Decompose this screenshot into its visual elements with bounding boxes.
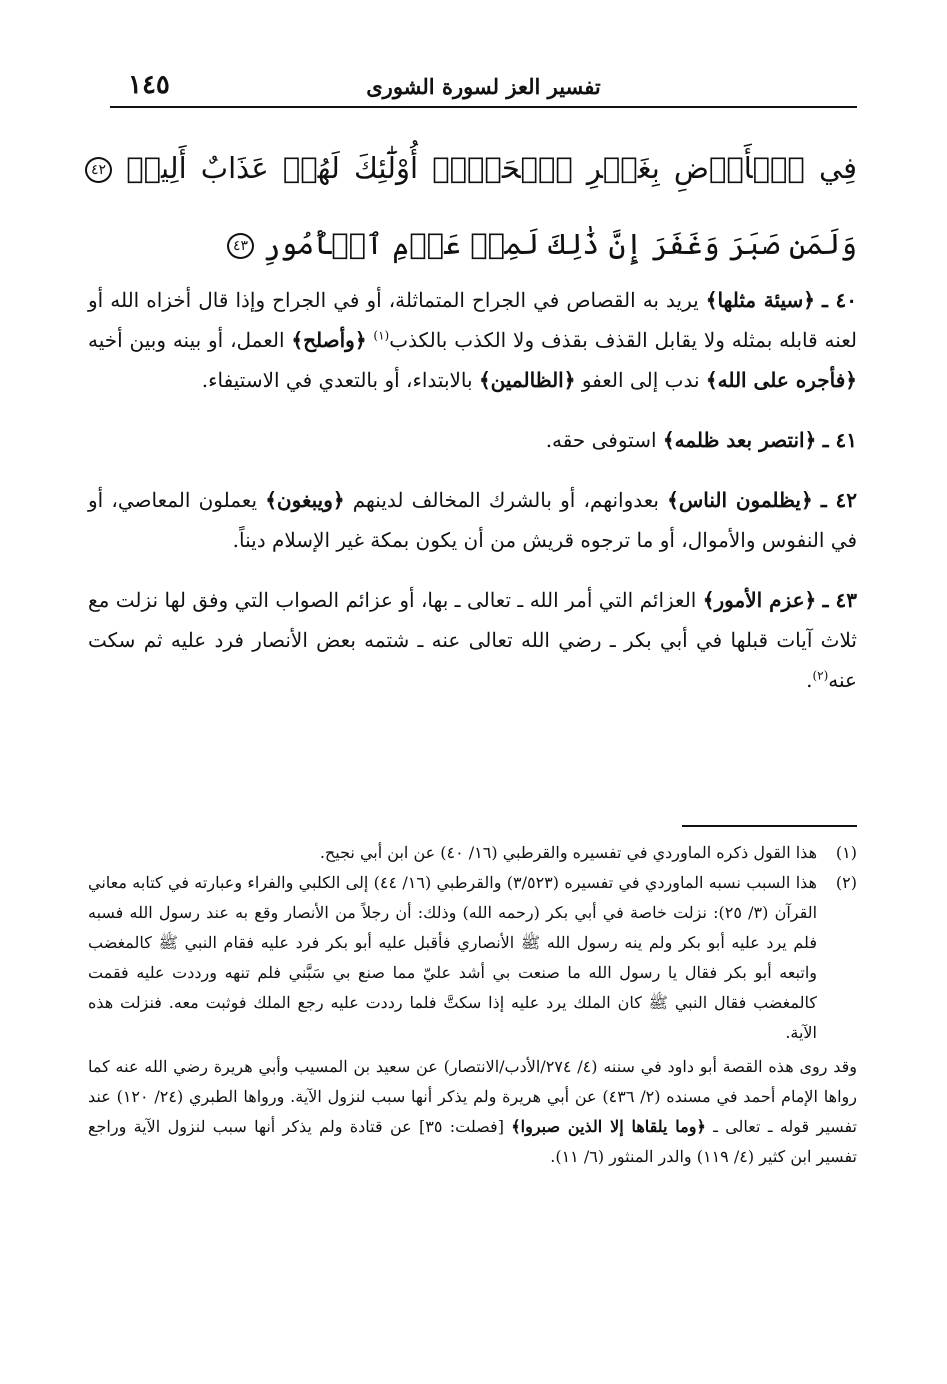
quoted-term: ﴿ويبغون﴾: [265, 488, 345, 512]
quran-verses: [85, 130, 857, 282]
footnote-2-continued: [88, 1052, 857, 1172]
quoted-term: ﴿فأجره على الله﴾: [705, 368, 857, 392]
quoted-term: ﴿الظالمين﴾: [478, 368, 576, 392]
commentary-paragraph-43: [88, 580, 857, 700]
verse-text: فِي ٱلۡأَرۡضِ بِغَيۡرِ ٱلۡحَقِّۚ أُوْلَٰٓئِكَ لَهُمۡ عَذَابٌ أَلِيمٞ: [126, 151, 858, 185]
ayah-number-mark: ٤٢: [85, 157, 112, 183]
footnote-1: [88, 838, 857, 868]
commentary-text: بالابتداء، أو بالتعدي في الاستيفاء.: [201, 368, 473, 392]
verse-number: ٤٠ ـ: [822, 288, 858, 312]
commentary-paragraph-40: [88, 280, 857, 400]
commentary-text: استوفى حقه.: [545, 428, 657, 452]
commentary: [88, 280, 857, 720]
footnote-text: هذا القول ذكره الماوردي في تفسيره والقرطبي (١٦/ ٤٠) عن ابن أبي نجيح.: [319, 843, 817, 862]
footnote-number: (١): [835, 843, 857, 862]
commentary-paragraph-41: [88, 420, 857, 460]
footnote-number: (٢): [835, 873, 857, 892]
verse-number: ٤٣ ـ: [822, 588, 858, 612]
footnote-2: [88, 868, 857, 1048]
commentary-text: يعملون المعاصي، أو في النفوس والأموال، أو ما ترجوه قريش من أن يكون بمكة غير الإسلام ديناً.: [88, 488, 857, 552]
verse-text: وَلَمَن صَبَرَ وَغَفَرَ إِنَّ ذَٰلِكَ لَمِنۡ عَزۡمِ ٱلۡأُمُورِ: [263, 227, 857, 261]
quoted-term: ﴿سيئة مثلها﴾: [705, 288, 816, 312]
commentary-text: العمل، أو بينه وبين أخيه: [88, 328, 285, 352]
commentary-text: العزائم التي أمر الله ـ تعالى ـ بها، أو عزائم الصواب التي وفق لها نزلت مع ثلاث آيات قبلها في أبي بكر ـ رضي الله تعالى عنه ـ شتمه بعض الأنصار فرد عليه ثم سكت عنه: [88, 588, 857, 692]
page-number: ١٤٥: [128, 70, 170, 100]
quoted-verse: ﴿وما يلقاها إلا الذين صبروا﴾: [511, 1117, 706, 1136]
footnote-text: وقد روى هذه القصة أبو داود في سننه (٤/ ٢٧٤/الأدب/الانتصار) عن سعيد بن المسيب وأبي هريرة رضي الله عنه كما رواها الإمام أحمد في مسنده (٢/ ٤٣٦) عن أبي هريرة ولم يذكر أنها سبب لنزول الآية. ورواها الطبري (٢٤/ ١٢٠) عند تفسير قوله ـ تعالى ـ: [88, 1057, 858, 1136]
commentary-text: ندب إلى العفو: [581, 368, 700, 392]
verse-number: ٤١ ـ: [822, 428, 857, 452]
verse-number: ٤٢ ـ: [820, 488, 858, 512]
quoted-term: ﴿وأصلح﴾: [291, 328, 367, 352]
footnote-text: [فصلت: ٣٥] عن قتادة ولم يذكر أنها سبب لنزول الآية وراجع تفسير ابن كثير (٤/ ١١٩) والدر المنثور (٦/ ١١).: [88, 1117, 857, 1166]
commentary-paragraph-42: [88, 480, 857, 560]
footnotes: [88, 838, 857, 1172]
ayah-number-mark: ٤٣: [227, 233, 254, 259]
page-header: [110, 66, 857, 108]
running-title: تفسير العز لسورة الشورى: [366, 74, 601, 99]
footnote-ref: (٢): [812, 668, 829, 683]
commentary-text: .: [806, 668, 813, 692]
quoted-term: ﴿عزم الأمور﴾: [702, 588, 817, 612]
commentary-text: بعدوانهم، أو بالشرك المخالف لدينهم: [352, 488, 659, 512]
commentary-text: يريد به القصاص في الجراح المتماثلة، أو في الجراح وإذا قال أخزاه الله أو لعنه قابله بمثله ولا يقابل القذف بقذف ولا الكذب بالكذب: [88, 288, 858, 352]
quoted-term: ﴿يظلمون الناس﴾: [667, 488, 813, 512]
footnote-divider: [682, 825, 857, 827]
footnote-text: هذا السبب نسبه الماوردي في تفسيره (٣/٥٢٣) والقرطبي (١٦/ ٤٤) إلى الكلبي والفراء وعبارته في كتابه معاني القرآن (٣/ ٢٥): نزلت خاصة في أبي بكر (رحمه الله) وذلك: أن رجلاً من الأنصار وقع به عند رسول الله فسبه فلم يرد عليه أبو بكر ولم ينه رسول الله ﷺ الأنصاري فأقبل عليه أبو بكر فرد عليه فقام النبي ﷺ كالمغضب واتبعه أبو بكر فقال يا رسول الله ما صنعت بي أشد عليّ مما صنع بي سَبَّني فلم تنهه ورددت عليه فقمت كالمغضب فقال النبي ﷺ كان الملك يرد عليه إذا سكتَّ فلما رددت عليه رجع الملك فوثبت معه. فنزلت هذه الآية.: [88, 873, 818, 1042]
footnote-ref: (١): [373, 328, 390, 343]
quoted-term: ﴿انتصر بعد ظلمه﴾: [662, 428, 817, 452]
